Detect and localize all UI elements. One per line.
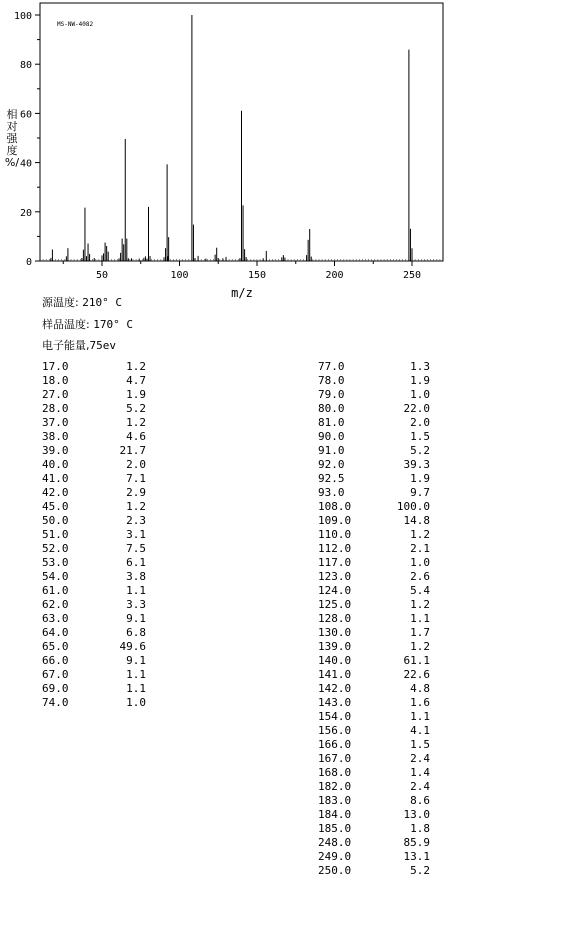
peak-mz: 92.0 <box>318 458 345 471</box>
peak-table-row <box>42 668 146 682</box>
y-axis <box>14 11 40 268</box>
peak-mz: 79.0 <box>318 388 345 401</box>
peak-table-row <box>318 458 430 472</box>
peak-mz: 69.0 <box>42 682 69 695</box>
peak-table-row <box>318 808 430 822</box>
peak-abundance: 1.1 <box>126 682 146 695</box>
peak-mz: 54.0 <box>42 570 69 583</box>
peak-abundance: 1.0 <box>126 696 146 709</box>
peak-mz: 168.0 <box>318 766 352 779</box>
peak-abundance: 2.3 <box>126 514 146 527</box>
x-axis <box>63 261 421 281</box>
peak-abundance: 2.0 <box>126 458 146 471</box>
y-axis-label-char: 强 <box>6 132 18 145</box>
y-tick-label: 80 <box>19 60 32 72</box>
peak-abundance: 49.6 <box>119 640 146 653</box>
peak-mz: 92.5 <box>318 472 345 485</box>
peak-mz: 77.0 <box>318 360 345 373</box>
peak-mz: 39.0 <box>42 444 69 457</box>
peak-mz: 125.0 <box>318 598 352 611</box>
peak-table-row <box>318 696 430 710</box>
y-axis-label-char: 度 <box>6 144 18 157</box>
peak-mz: 53.0 <box>42 556 69 569</box>
peak-mz: 248.0 <box>318 836 352 849</box>
peak-abundance: 2.0 <box>410 416 430 429</box>
x-axis-label: m/z <box>231 286 253 300</box>
source-temperature <box>42 294 122 310</box>
peak-table-row <box>318 430 430 444</box>
peak-table-row <box>318 836 430 850</box>
peak-table-row <box>42 612 146 626</box>
peak-abundance: 3.3 <box>126 598 146 611</box>
peak-table-row <box>42 598 146 612</box>
peak-table-row <box>318 780 430 794</box>
peak-abundance: 22.6 <box>403 668 430 681</box>
peak-abundance: 1.9 <box>126 388 146 401</box>
y-axis-label-char: 相 <box>6 108 18 121</box>
peak-abundance: 14.8 <box>403 514 430 527</box>
peak-abundance: 2.6 <box>410 570 430 583</box>
peak-mz: 112.0 <box>318 542 352 555</box>
peak-mz: 40.0 <box>42 458 69 471</box>
peak-mz: 143.0 <box>318 696 352 709</box>
peak-mz: 123.0 <box>318 570 352 583</box>
peak-abundance: 1.6 <box>410 696 430 709</box>
peak-abundance: 2.4 <box>410 752 430 765</box>
peak-table-row <box>42 640 146 654</box>
x-tick-label: 150 <box>247 270 267 281</box>
peak-abundance: 85.9 <box>403 836 430 849</box>
peak-mz: 249.0 <box>318 850 352 863</box>
sample-temperature-value: 170° C <box>93 318 133 331</box>
peak-table-row <box>42 472 146 486</box>
peak-abundance: 1.0 <box>410 556 430 569</box>
y-tick-label: 100 <box>13 11 32 22</box>
peak-mz: 62.0 <box>42 598 69 611</box>
peak-abundance: 5.4 <box>410 584 430 597</box>
peak-mz: 51.0 <box>42 528 69 541</box>
peak-table-row <box>42 528 146 542</box>
peak-mz: 154.0 <box>318 710 352 723</box>
peak-mz: 90.0 <box>318 430 345 443</box>
peak-table-row <box>42 430 146 444</box>
peak-table-row <box>318 402 430 416</box>
peak-abundance: 1.2 <box>410 598 430 611</box>
peak-abundance: 1.9 <box>410 374 430 387</box>
peak-table-row <box>318 416 430 430</box>
peak-table-row <box>318 528 430 542</box>
peak-abundance: 4.8 <box>410 682 430 695</box>
peak-table-row <box>42 458 146 472</box>
peak-table-row <box>42 486 146 500</box>
peak-table-row <box>318 388 430 402</box>
x-tick-label: 200 <box>325 270 344 281</box>
peak-mz: 185.0 <box>318 822 352 835</box>
peak-mz: 27.0 <box>42 388 69 401</box>
peak-abundance: 9.7 <box>410 486 430 499</box>
peak-abundance: 1.1 <box>126 584 146 597</box>
peak-table-row <box>318 766 430 780</box>
peak-abundance: 1.3 <box>410 360 430 373</box>
peak-abundance: 4.7 <box>126 374 146 387</box>
peak-abundance: 7.1 <box>126 472 146 485</box>
peak-mz: 67.0 <box>42 668 69 681</box>
peak-mz: 142.0 <box>318 682 352 695</box>
peak-abundance: 1.7 <box>410 626 430 639</box>
peak-mz: 166.0 <box>318 738 352 751</box>
peak-abundance: 61.1 <box>403 654 430 667</box>
peak-mz: 61.0 <box>42 584 69 597</box>
peak-abundance: 1.4 <box>410 766 430 779</box>
peak-mz: 80.0 <box>318 402 345 415</box>
peak-abundance: 1.2 <box>410 640 430 653</box>
peak-table-right <box>318 360 430 878</box>
peak-mz: 28.0 <box>42 402 69 415</box>
y-tick-label: 40 <box>19 158 32 170</box>
x-tick-label: 50 <box>95 270 109 281</box>
peak-abundance: 1.0 <box>410 388 430 401</box>
peak-table-row <box>318 864 430 878</box>
peak-mz: 140.0 <box>318 654 352 667</box>
y-axis-label-char: %/ <box>4 156 20 169</box>
peak-abundance: 8.6 <box>410 794 430 807</box>
peak-abundance: 2.4 <box>410 780 430 793</box>
peak-mz: 78.0 <box>318 374 345 387</box>
peak-mz: 52.0 <box>42 542 69 555</box>
peak-abundance: 100.0 <box>396 500 430 513</box>
peak-mz: 250.0 <box>318 864 352 877</box>
peak-abundance: 9.1 <box>126 612 146 625</box>
peak-abundance: 1.9 <box>410 472 430 485</box>
peak-table-row <box>318 542 430 556</box>
sample-temperature-label: 样品温度: <box>42 318 90 331</box>
peak-table-row <box>318 710 430 724</box>
electron-energy <box>42 337 116 353</box>
peak-table-row <box>42 500 146 514</box>
peak-mz: 128.0 <box>318 612 352 625</box>
peak-abundance: 1.2 <box>126 360 146 373</box>
peak-abundance: 5.2 <box>126 402 146 415</box>
peak-mz: 91.0 <box>318 444 345 457</box>
peak-table-row <box>42 626 146 640</box>
peak-abundance: 3.1 <box>126 528 146 541</box>
peak-abundance: 4.6 <box>126 430 146 443</box>
peak-table-row <box>318 500 430 514</box>
peak-table-row <box>318 752 430 766</box>
peak-abundance: 5.2 <box>410 444 430 457</box>
peak-mz: 109.0 <box>318 514 352 527</box>
peak-table-row <box>318 682 430 696</box>
peak-abundance: 22.0 <box>403 402 430 415</box>
peak-table-row <box>318 626 430 640</box>
x-tick-label: 100 <box>170 270 189 281</box>
peak-mz: 41.0 <box>42 472 69 485</box>
peak-table-row <box>318 612 430 626</box>
peak-abundance: 7.5 <box>126 542 146 555</box>
peak-table-row <box>42 416 146 430</box>
peak-abundance: 1.1 <box>126 668 146 681</box>
peak-table-row <box>318 360 430 374</box>
peak-mz: 156.0 <box>318 724 352 737</box>
peak-mz: 18.0 <box>42 374 69 387</box>
peak-mz: 182.0 <box>318 780 352 793</box>
peak-mz: 183.0 <box>318 794 352 807</box>
peak-table-row <box>318 724 430 738</box>
peak-mz: 50.0 <box>42 514 69 527</box>
peak-abundance: 9.1 <box>126 654 146 667</box>
peak-abundance: 4.1 <box>410 724 430 737</box>
peak-abundance: 6.8 <box>126 626 146 639</box>
peak-table-row <box>318 514 430 528</box>
peak-table-row <box>42 570 146 584</box>
peak-mz: 74.0 <box>42 696 69 709</box>
peak-table-row <box>318 374 430 388</box>
peak-abundance: 1.8 <box>410 822 430 835</box>
peak-table-row <box>42 584 146 598</box>
y-tick-label: 60 <box>19 109 32 121</box>
peak-mz: 139.0 <box>318 640 352 653</box>
peak-table-row <box>318 556 430 570</box>
peak-mz: 141.0 <box>318 668 352 681</box>
peak-abundance: 1.2 <box>126 500 146 513</box>
peak-table-row <box>42 654 146 668</box>
peak-abundance: 5.2 <box>410 864 430 877</box>
peak-table-row <box>318 598 430 612</box>
peak-table-row <box>42 542 146 556</box>
chart-title: MS-NW-4082 <box>57 21 94 28</box>
peak-mz: 184.0 <box>318 808 352 821</box>
peak-table-row <box>318 472 430 486</box>
peak-table-row <box>318 738 430 752</box>
peak-mz: 167.0 <box>318 752 352 765</box>
y-axis-label <box>5 107 19 169</box>
peak-table-row <box>42 360 146 374</box>
y-tick-label: 0 <box>25 257 32 268</box>
peak-mz: 17.0 <box>42 360 69 373</box>
peak-table-row <box>318 850 430 864</box>
peak-table-left <box>42 360 146 710</box>
peak-mz: 81.0 <box>318 416 345 429</box>
peak-table-row <box>42 402 146 416</box>
peak-mz: 64.0 <box>42 626 69 639</box>
peak-abundance: 21.7 <box>119 444 146 457</box>
peak-table-row <box>42 388 146 402</box>
peak-mz: 93.0 <box>318 486 345 499</box>
source-temperature-label: 源温度: <box>42 296 79 309</box>
peak-mz: 108.0 <box>318 500 352 513</box>
peak-table-row <box>318 822 430 836</box>
peak-abundance: 2.1 <box>410 542 430 555</box>
peak-abundance: 1.5 <box>410 430 430 443</box>
peak-table-row <box>318 640 430 654</box>
peak-table-row <box>42 696 146 710</box>
peak-mz: 66.0 <box>42 654 69 667</box>
peak-abundance: 2.9 <box>126 486 146 499</box>
peak-abundance: 13.0 <box>403 808 430 821</box>
peak-abundance: 39.3 <box>403 458 430 471</box>
peak-abundance: 13.1 <box>403 850 430 863</box>
y-axis-label-char: 对 <box>6 120 18 133</box>
peak-abundance: 6.1 <box>126 556 146 569</box>
peak-abundance: 1.2 <box>410 528 430 541</box>
peak-mz: 63.0 <box>42 612 69 625</box>
peak-table-row <box>318 584 430 598</box>
electron-energy-label: 电子能量, <box>42 339 90 352</box>
peak-table-row <box>318 794 430 808</box>
peak-mz: 42.0 <box>42 486 69 499</box>
peak-table-row <box>42 444 146 458</box>
peak-table-row <box>42 682 146 696</box>
peak-mz: 45.0 <box>42 500 69 513</box>
x-tick-label: 250 <box>402 270 422 281</box>
peak-table-row <box>318 654 430 668</box>
electron-energy-value: 75ev <box>89 339 116 352</box>
peak-mz: 124.0 <box>318 584 352 597</box>
peak-table-row <box>318 668 430 682</box>
peak-mz: 110.0 <box>318 528 352 541</box>
y-tick-label: 20 <box>19 207 32 219</box>
peak-table-row <box>42 556 146 570</box>
peak-table-row <box>42 514 146 528</box>
peak-table-row <box>318 570 430 584</box>
source-temperature-value: 210° C <box>82 296 122 309</box>
peak-abundance: 1.2 <box>126 416 146 429</box>
spectrum-peaks <box>51 15 412 261</box>
peak-mz: 117.0 <box>318 556 352 569</box>
peak-mz: 130.0 <box>318 626 352 639</box>
peak-table-row <box>42 374 146 388</box>
sample-temperature <box>42 316 133 332</box>
mass-spectrum-chart <box>0 0 570 310</box>
peak-table-row <box>318 444 430 458</box>
peak-mz: 37.0 <box>42 416 69 429</box>
peak-abundance: 3.8 <box>126 570 146 583</box>
peak-abundance: 1.1 <box>410 710 430 723</box>
peak-table-row <box>318 486 430 500</box>
peak-mz: 65.0 <box>42 640 69 653</box>
peak-mz: 38.0 <box>42 430 69 443</box>
peak-abundance: 1.5 <box>410 738 430 751</box>
peak-abundance: 1.1 <box>410 612 430 625</box>
